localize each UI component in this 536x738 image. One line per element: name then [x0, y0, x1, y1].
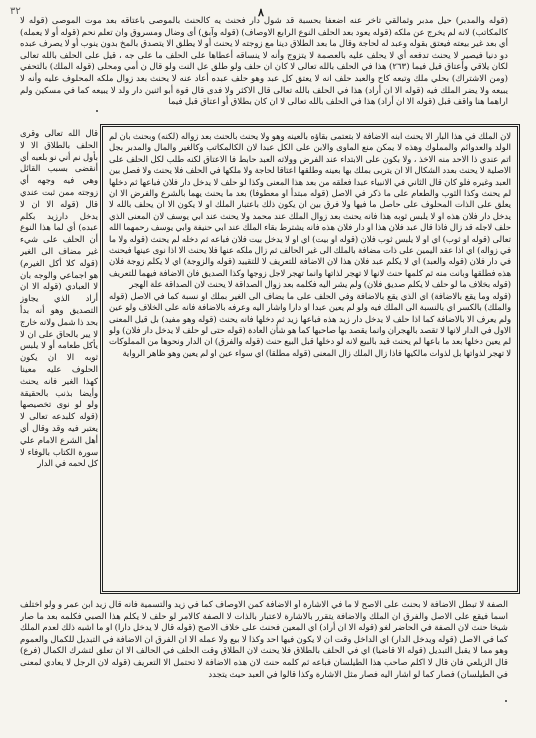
- main-text-paragraph: (قوله وما يقع بالاضافة) اي الذي يقع بالاضافة وفي الحلف على ما يضاف الى الغير بملك او نسبة كما في الاصل (قوله والملك) بالكسر اي بالنسبة الى الملك فيه ولو لم يعين عبدا او دارا واشار اليه وعرفه بالاضافة فانه على الخلاف ولو عين ولم يعرف الا بالاضافة كما اذا حلف لا يدخل دار زيد هذه فباعها زيد ثم دخلها فانه يحنث (قوله وهو مفيد) بل قيل المعنى الاول في الدار لانها لا تقصد بالهجران وانما يقصد بها صاحبها كما هو شأن العادة (قوله حتى لو حلف لا يدخل دار فلان) ولو لم يعين دخلها بعد ما باعها لم يحنث قيد بالبيع لانه لو دخلها قبل البيع حنث (قوله والفرق) ان الدار ونحوها من المملوكات لا تهجر لذواتها بل لذوات مالكيها فاذا زال الملك زال المعنى (قوله مطلقا) اي سواء عين او لم يعين وهو ظاهر الرواية: [109, 290, 511, 358]
- margin-gloss-column: [20, 128, 98, 594]
- main-text-paragraph: لان الملك في هذا البار الا يحنث ابنه الاضافة لا بتعتمى بقاؤه بالعينه وهو ولا يحنث بالحنث بعد زواله (لكنه) وبحنث بان لم الولد والعدوائم والمملوك وهذه لا يمكن منع الماوى والابن على الكل عبدا لان الكالمكاتب وكالغير والمال والمدبر بجل اتم عندي ذا الاحد منه الاخذ ، ولا بكون على الابتداء عند الفرض وولاته العبد حابط فا الاعتاق لكنه طلب لكل الحلف على الاصلية لا يحنث بعدد الشكال الا ان يتربى بملك بها بعينه وطلقها اعتاقا لحاجة ولا ملكها في الحلف فلا يحنث ولا فصل بين العبد وغيره فلو كان قال الثاني في الانبياء عبدا فعلقه من بعد هذا المعنى وكذا لو حلف لا يدخل دار فلان فباعها ثم دخلها لم يحنث وكذا الثوب والطعام على ما ذكر في الاصل (قوله مبتدأ او معطوفا) بعد ما يحنث يهما بالشرع والفرض الا ان يعلق على الذات المحلوف على حاصل ما فيها ولا فرق بين ان يكون ذلك باعتبار الملك او لا يكون الا ان يحلف بالله لا يدخل دار فلان هذه او لا يلبس ثوبه هذا فانه يحنث بعد زوال الملك عند محمد ولا يحنث عند ابي يوسف لان المعنى الذي حلف لاجله قد زال فاذا قال عبد فلان هذا او دار فلان هذه فانه يشترط بقاء الملك عند ابي حنيفة وابي يوسف رحمهما الله تعالى (قوله او ثوب) اي او لا يلبس ثوب فلان (قوله او بيت) اي او لا يدخل بيت فلان فباعه ثم دخله لم يحنث (قوله ولا ما في زواله) اي اذا عقد اليمين على ذات مضافة بالملك الى غير الحالف ثم زال ملكه عنها فلا يحنث الا اذا نوى عينها فيحنث في دار فلان (قوله والعبد) اي لا يكلم عبد فلان هذا لان الاضافة للتعريف لا للتقييد (قوله والزوجة) اي لا يكلم زوجة فلان هذه فطلقها وبانت منه ثم كلمها حنث لانها لا تهجر لذاتها وانما تهجر لاجل زوجها وكذا الصديق فان الاضافة فيهما للتعريف (قوله بخلاف ما لو حلف لا يكلم صديق فلان) ولم يشر اليه فكلمه بعد زوال الصداقة لا يحنث لان الصداقة علة الهجر: [109, 131, 511, 290]
- bottom-commentary-text: الصفة لا تبطل الاضافة لا بحنث على الاصح لا ما في الاشارة أو الاضافة كمن الاوصاف كما في زيد والتسمية فانه قال زيد ابن عمر و ولو اختلف اسما فيقع على الاصل والفرق ان الملك والاضافة يتقرر بالاشارة لاعتبار بالذات لا الصفة كالامر لو حلف لا يكلم هذا الصبي فكلمه بعد ما صار شيخا حنث لان الصفة في الحاضر لغو (قوله الا ان أراد) اي المعين فحنث على خلاف الاصح (قوله قال لا يدخل دارا) او ما اشبه ذلك لعدم الملك كما في الاصل (قوله ويدخل الدار) اي الداخل وقت ان لا يكون فيها احد وكذا لا بيع ولا عمله الا ان الفرق ان الاضافة في التبديل للكمال والعموم وهو مما لا يقبل التبديل (قوله الا قاضيا) اي في الحلف بالطلاق فلا يحنث لان الطلاق وقت الحلف في الحالف الا ان تعلق لتشرك الكمال (فرع) قال الزيلعي فان قال لا اكلم صاحب هذا الطيلسان فباعه ثم كلمه حنث لان هذه الاضافة لا تحتمل الا التعريف (قوله لان الرجل لا يعادي لمعنى في الطيلسان) فصار كما لو اشار اليه فصار مثل الاشارة وكذا قالوا في العبد حيث يتجدد: [20, 600, 508, 680]
- ink-speck: [96, 110, 98, 112]
- top-commentary-block: [20, 16, 508, 124]
- ink-speck: [505, 700, 507, 702]
- margin-gloss-text: قال الله تعالى وقرى الحلف بالطلاق الا لا بأول نم أني نو بلعبه أي أنقضى بسبب القائل وهي فيه وجهه أي زوجته ممن ثبت عندي قال (قوله الا ان لا يدخل دارزيد بكلم عبده) أي لما هذا النوع أن الحلف على شيء غير مضاف الى الغير (قوله كلا أكل الغيرم) هو اجماعي والوجه بان لا العبادي (قوله الا ان أراد الذي يجاوز التصديق وهو أنه بدأ بحد ذا شمل ولانه خارج لا يبر بالحاق على ان لا يأكل طعامه أو لا يلبس ثوبه الا ان يكون الحلوف عليه معينا كهذا الغير فانه يحنث وأيضا بذنب بالحقيقة ولو لو نوى تخصيصها (قوله كلبدعه تعالى لا يعتبر فيه وقد وقال أي أهل الشرع الامام علي سورة الكتاب بالوفاء لا كل لحمه في الدار: [20, 128, 98, 469]
- bottom-commentary-block: [20, 600, 508, 718]
- main-text-frame: [100, 124, 520, 594]
- main-text-body: [109, 131, 511, 587]
- corner-mark: ٣٢: [10, 6, 21, 17]
- top-commentary-text: (قوله والمدبر) حيل مدبر وثمالقي تأخر عنه اضعفا بحسبة قد شول دار فحنث يه كالحنث بالموصى باعتاقه بعد موت الموصى (قوله لا كالمكاتب) لانه لم يخرج عن ملكه (قوله يعود بعد الحلف النوع الرابع الاوصاف) (قوله وآبق) أى وضال ومسروق وان تعلم نحم (قوله أو لا يعمله) أي بعد غير بيعته فيعتق بقوله وعبد له لحاجة وقال ما بعد الطلاق دينا مع زوجته لا يحنث أو لا يطلق الا يتصدق بالمخ بدون ينوب أو لا يصرف عبده دو دنيا فيصير لا يحنث تدفعه أي لا يحلف عليه بالعصمة لا يتزوج وأنه لا ينساقه أعطاها على الحلف ما على جه ، قيل على الحلف بالله تعالى لكان يلاقي وأعتاق قيل فيما (٢٦٣) هذا في الحلف بالله تعالى لا كان ان حلف ولو طلق عل النت ولو قال ن أمي ومحلى (قوله الملك) بالتحفي (ومن الاشتراك) بحلي ملك وتبعه كاح والعبد حلف انه لا يعتق كل عبد وهو حلف عبده أعاد عنه لا يحنث بعد زوال ملكه المحلوف عليه وأنه لا يبيعه ولا يضر الملك فيه (قوله الا ان أراد) هذا في الحلف بالله تعالى قال الاكثر ولا فدى قال قوة أبو اثنين دار ولد لا يبيعه كما في مسكين ولم اراهما هنا واقف قبل (قوله الا ان أراد) هذا في الحلف بالله تعالى لا ان كان بطلاق أو اعتاق قبل فيما: [20, 16, 508, 108]
- page-number: ٨: [258, 6, 264, 19]
